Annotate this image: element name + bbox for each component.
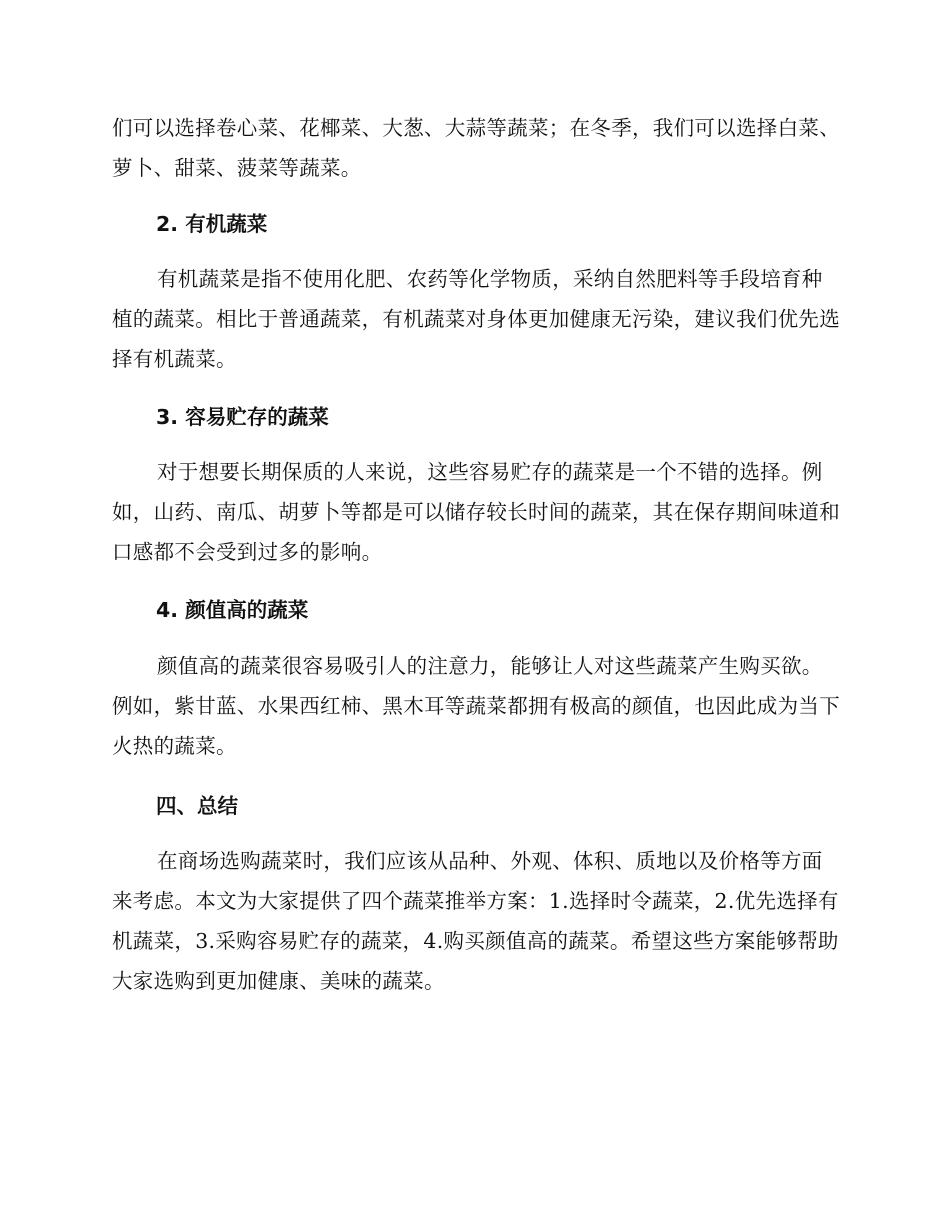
section-heading-attractive: 4. 颜值高的蔬菜 — [156, 598, 309, 622]
section-body-attractive: 颜值高的蔬菜很容易吸引人的注意力，能够让人对这些蔬菜产生购买欲。例如，紫甘蓝、水果西红柿、黑木耳等蔬菜都拥有极高的颜值，也因此成为当下火热的蔬菜。 — [112, 654, 840, 758]
section-heading-summary: 四、总结 — [156, 794, 238, 818]
section-heading-storable: 3. 容易贮存的蔬菜 — [156, 405, 329, 429]
section-body-summary: 在商场选购蔬菜时，我们应该从品种、外观、体积、质地以及价格等方面来考虑。本文为大家提供了四个蔬菜推举方案：1.选择时令蔬菜，2.优先选择有机蔬菜，3.采购容易贮存的蔬菜，4.购买颜值高的蔬菜。希望这些方案能够帮助大家选购到更加健康、美味的蔬菜。 — [112, 849, 839, 993]
section-heading-organic: 2. 有机蔬菜 — [156, 212, 268, 236]
intro-paragraph: 们可以选择卷心菜、花椰菜、大葱、大蒜等蔬菜；在冬季，我们可以选择白菜、萝卜、甜菜、菠菜等蔬菜。 — [112, 116, 840, 180]
section-body-organic: 有机蔬菜是指不使用化肥、农药等化学物质，采纳自然肥料等手段培育种植的蔬菜。相比于普通蔬菜，有机蔬菜对身体更加健康无污染，建议我们优先选择有机蔬菜。 — [112, 267, 840, 371]
section-body-storable: 对于想要长期保质的人来说，这些容易贮存的蔬菜是一个不错的选择。例如，山药、南瓜、胡萝卜等都是可以储存较长时间的蔬菜，其在保存期间味道和口感都不会受到过多的影响。 — [112, 460, 840, 564]
